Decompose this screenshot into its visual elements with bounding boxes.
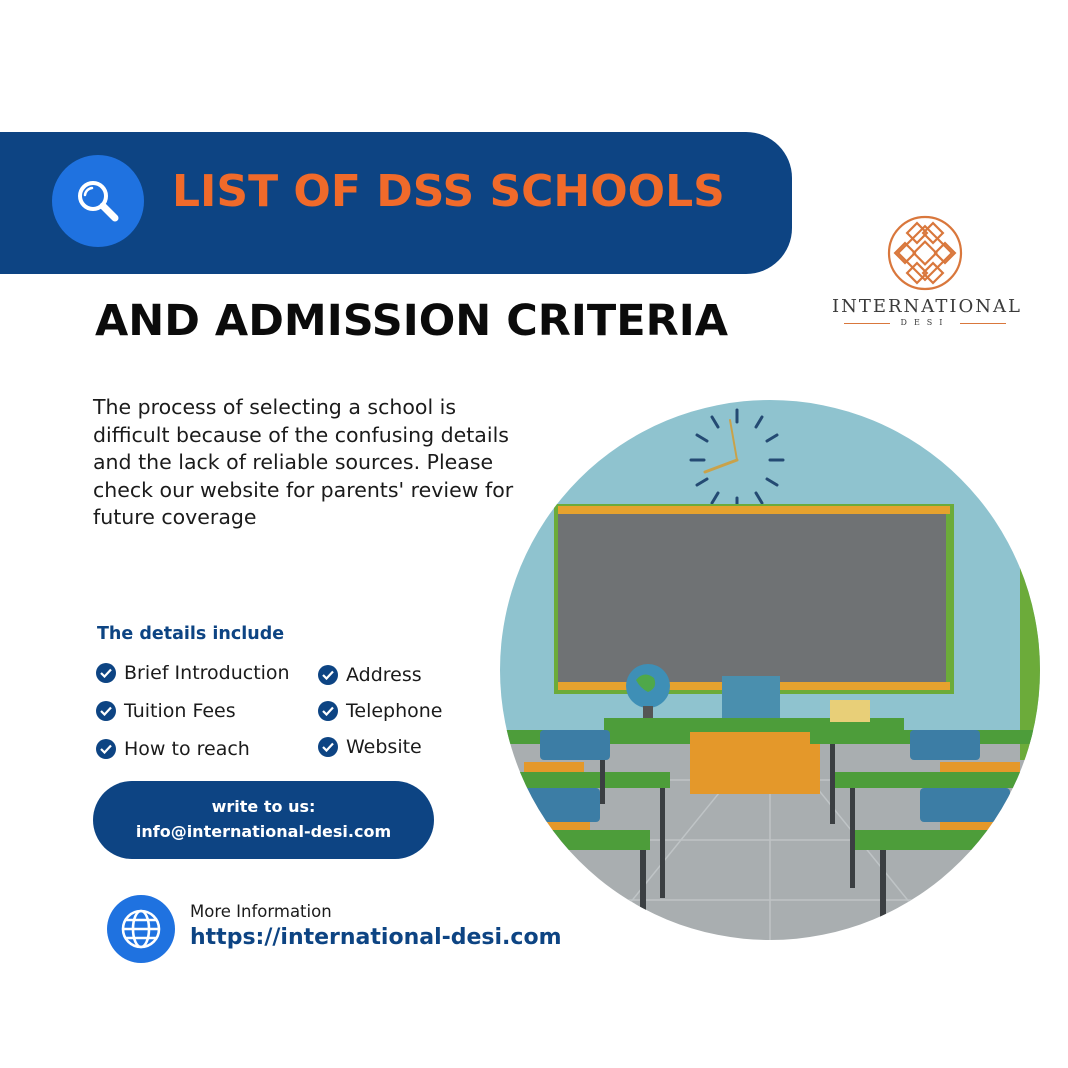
detail-item — [96, 662, 290, 684]
globe-icon — [119, 907, 163, 951]
logo-divider-right — [960, 323, 1006, 324]
check-icon — [96, 663, 116, 683]
website-button[interactable] — [107, 895, 175, 963]
detail-item-label: Brief Introduction — [124, 662, 290, 684]
check-icon — [96, 739, 116, 759]
classroom-image — [500, 400, 1040, 940]
search-button[interactable] — [52, 155, 144, 247]
detail-item-label: Tuition Fees — [124, 700, 236, 722]
search-icon — [72, 175, 124, 227]
detail-item — [96, 738, 250, 760]
detail-item — [318, 736, 422, 758]
detail-item-label: How to reach — [124, 738, 250, 760]
detail-item — [318, 700, 443, 722]
detail-item-label: Address — [346, 664, 422, 686]
intro-paragraph: The process of selecting a school is difficult because of the confusing details and the lack of reliable sources. Please check our website for parents' review for future coverage — [93, 395, 514, 529]
contact-label: write to us: — [211, 797, 316, 816]
check-icon — [318, 701, 338, 721]
detail-item-label: Telephone — [346, 700, 443, 722]
more-info-label: More Information — [190, 902, 332, 921]
contact-email[interactable]: info@international-desi.com — [135, 822, 392, 841]
detail-item — [318, 664, 422, 686]
check-icon — [318, 665, 338, 685]
logo-sub: DESI — [900, 318, 950, 327]
page-subtitle: AND ADMISSION CRITERIA — [95, 296, 728, 346]
detail-item — [96, 700, 236, 722]
details-heading: The details include — [97, 624, 285, 644]
contact-email-button[interactable] — [93, 781, 434, 859]
check-icon — [96, 701, 116, 721]
logo-knot-icon — [886, 214, 964, 292]
page-title: LIST OF DSS SCHOOLS — [172, 166, 725, 217]
logo-name: INTERNATIONAL — [832, 296, 1022, 317]
website-link[interactable]: https://international-desi.com — [190, 925, 562, 950]
check-icon — [318, 737, 338, 757]
detail-item-label: Website — [346, 736, 422, 758]
